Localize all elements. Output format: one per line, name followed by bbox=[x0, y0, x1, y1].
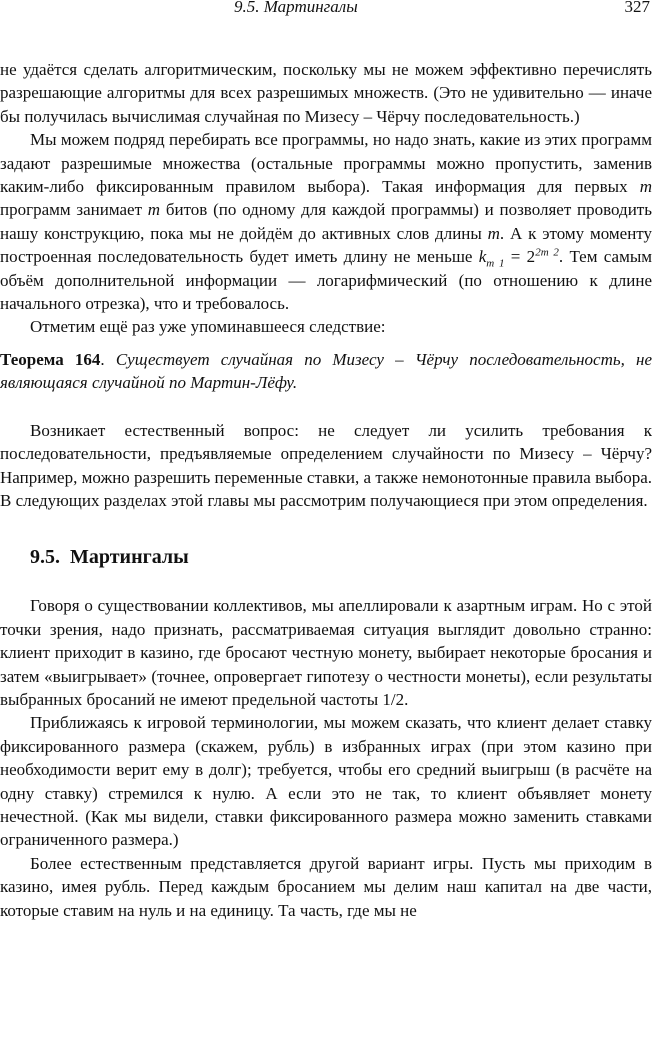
p2-text-a: Мы можем подряд перебирать все программы, но надо знать, какие из этих программ задают разрешимые множества (остальные программы можно пропустить, заменив каким-либо фиксированным правилом выбора). Такая информация для первых bbox=[0, 130, 652, 197]
paragraph-7: Более естественным представляется другой вариант игры. Пусть мы приходим в казино, имея рубль. Перед каждым бросанием мы делим наш капитал на две части, которые ставим на нуль и на единицу. Та часть, где мы не bbox=[0, 853, 652, 920]
paragraph-5: Говоря о существовании коллективов, мы апеллировали к азартным играм. Но с этой точки зрения, надо признать, рассматриваемая ситуация выглядит довольно странно: клиент приходит в казино, где бросают честную монету, выбирает некоторые бросания и затем «выигрывает» (точнее, опровергает гипотезу о честности монеты), если результаты выбранных бросаний не имеют предельной частоты 1/2. bbox=[0, 596, 652, 709]
var-m-2: m bbox=[147, 200, 161, 220]
paragraph-1: не удаётся сделать алгоритмическим, поскольку мы не можем эффективно перечислять разрешающие алгоритмы для всех разрешимых множеств. (Это не удивительно — иначе бы получилась вычислимая случайная по Мизесу – Чёрчу последовательность.) bbox=[0, 60, 652, 126]
var-m-3: m bbox=[487, 223, 500, 243]
p2-text-b: программ занимает bbox=[0, 200, 148, 220]
p2-text-d: . А к этому моменту построенная последовательность будет иметь длину не меньше bbox=[0, 223, 652, 267]
section-number: 9.5. bbox=[30, 546, 60, 569]
theorem-label: Теорема 164 bbox=[0, 349, 101, 369]
p2-text-e: . Тем самым объём дополнительной информации — логарифмический (по отношению к длине начального отрезка), что и требовалось. bbox=[0, 247, 652, 314]
p2-text-c: битов (по одному для каждой программы) и позволяет проводить нашу конструкцию, пока мы не дойдём до активных слов длины bbox=[0, 200, 652, 243]
page-number: 327 bbox=[624, 0, 650, 16]
paragraph-4: Возникает естественный вопрос: не следует ли усилить требования к последовательности, предъявляемые определением случайности по Мизесу – Чёрчу? Например, можно разрешить переменные ставки, а также немонотонные правила выбора. В следующих разделах этой главы мы рассмотрим получающиеся при этом определения. bbox=[0, 420, 652, 510]
theorem-separator: . bbox=[100, 349, 116, 369]
formula-equals: = 2 bbox=[504, 247, 536, 267]
body-text bbox=[0, 58, 652, 922]
length-formula bbox=[478, 246, 559, 270]
formula-superscript: 2m 2 bbox=[535, 246, 559, 259]
running-head bbox=[0, 0, 652, 20]
formula-subscript: m 1 bbox=[486, 257, 505, 270]
var-m-1: m bbox=[639, 177, 652, 197]
paragraph-6: Приближаясь к игровой терминологии, мы можем сказать, что клиент делает ставку фиксированного размера (скажем, рубль) в избранных играх (при этом казино при необходимости верит ему в долг); требуется, чтобы его средний выигрыш (в расчёте на одну ставку) стремился к нулю. А если это не так, то клиент объявляет монету нечестной. (Как мы видели, ставки фиксированного размера можно заменить ставками ограниченного размера.) bbox=[0, 713, 652, 850]
section-heading bbox=[0, 544, 652, 570]
paragraph-3: Отметим ещё раз уже упоминавшееся следствие: bbox=[30, 317, 386, 337]
section-title: Мартингалы bbox=[70, 546, 189, 569]
theorem-164 bbox=[0, 348, 652, 395]
running-head-title: 9.5. Мартингалы bbox=[234, 0, 358, 16]
theorem-body: Существует случайная по Мизесу – Чёрчу последовательность, не являющаяся случайной по Мартин-Лёфу. bbox=[0, 349, 652, 393]
paragraph-2 bbox=[0, 128, 652, 315]
formula-base: k bbox=[478, 247, 487, 267]
